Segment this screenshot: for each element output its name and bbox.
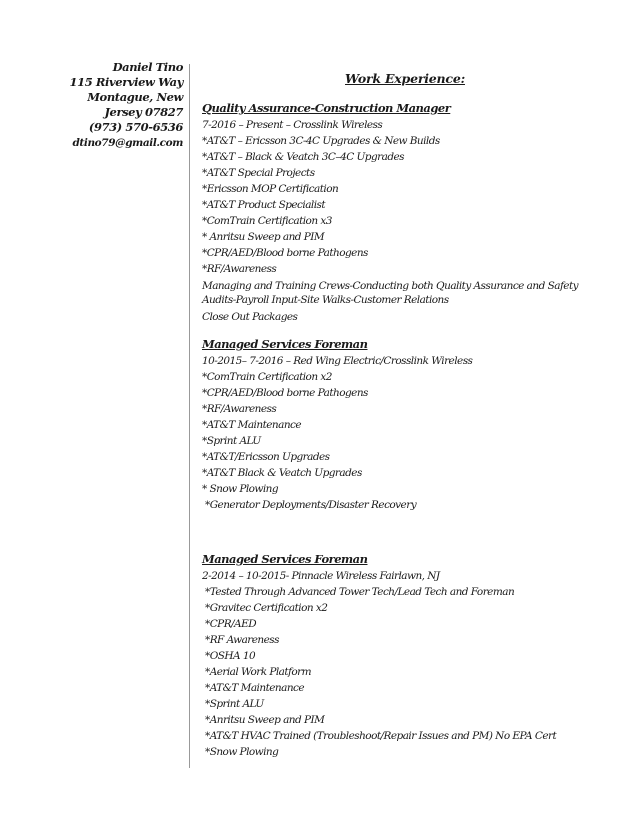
- address-line-3: Jersey 07827: [104, 105, 183, 119]
- job-line: *AT&T Maintenance: [202, 419, 302, 431]
- job-line: * Snow Plowing: [202, 483, 279, 495]
- job-line: *OSHA 10: [205, 650, 256, 662]
- job-line: *Ericsson MOP Certification: [202, 183, 339, 195]
- job-line: *RF/Awareness: [202, 403, 277, 415]
- job-line: *Gravitec Certification x2: [205, 602, 328, 614]
- section-title: Work Experience:: [345, 71, 465, 86]
- job-line: *AT&T Maintenance: [205, 682, 305, 694]
- job-line: 7-2016 – Present – Crosslink Wireless: [202, 119, 383, 131]
- job-line: *Sprint ALU: [202, 435, 261, 447]
- job-line: *AT&T Special Projects: [202, 167, 315, 179]
- job-line: *RF Awareness: [205, 634, 279, 646]
- work-experience-section: [202, 70, 578, 760]
- job-line: *Anritsu Sweep and PIM: [205, 714, 325, 726]
- candidate-name: Daniel Tino: [112, 60, 183, 74]
- job-line: *RF/Awareness: [202, 263, 277, 275]
- job-entry: [202, 550, 578, 760]
- job-entry: [202, 99, 578, 325]
- job-line: 10-2015– 7-2016 – Red Wing Electric/Crosslink Wireless: [202, 355, 473, 367]
- job-line: *AT&T HVAC Trained (Troubleshoot/Repair Issues and PM) No EPA Cert: [205, 730, 557, 742]
- job-line: 2-2014 – 10-2015- Pinnacle Wireless Fairlawn, NJ: [202, 570, 440, 582]
- job-line: *Sprint ALU: [205, 698, 264, 710]
- job-title: Quality Assurance-Construction Manager: [202, 101, 451, 115]
- job-line: *AT&T – Black & Veatch 3C–4C Upgrades: [202, 151, 404, 163]
- job-line: *AT&T Product Specialist: [202, 199, 326, 211]
- job-line: *ComTrain Certification x2: [202, 371, 332, 383]
- address-line-1: 115 Riverview Way: [69, 75, 183, 89]
- job-line: *AT&T/Ericsson Upgrades: [202, 451, 330, 463]
- job-line: *CPR/AED/Blood borne Pathogens: [202, 247, 368, 259]
- phone-number: (973) 570-6536: [88, 120, 183, 134]
- job-line: *ComTrain Certification x3: [202, 215, 332, 227]
- job-description: Managing and Training Crews-Conducting both Quality Assurance and Safety Audits-Payroll Input-Site Walks-Customer Relations: [202, 280, 578, 306]
- email-address: dtino79@gmail.com: [72, 137, 183, 149]
- job-line: *CPR/AED/Blood borne Pathogens: [202, 387, 368, 399]
- job-line: *AT&T Black & Veatch Upgrades: [202, 467, 362, 479]
- job-title: Managed Services Foreman: [202, 337, 368, 351]
- job-line: *Generator Deployments/Disaster Recovery: [205, 499, 417, 511]
- job-line: *Tested Through Advanced Tower Tech/Lead Tech and Foreman: [205, 586, 515, 598]
- job-line: *Snow Plowing: [205, 746, 279, 758]
- job-line: Close Out Packages: [202, 311, 298, 323]
- address-line-2: Montague, New: [87, 90, 183, 104]
- vertical-divider: [189, 64, 190, 768]
- job-line: *Aerial Work Platform: [205, 666, 312, 678]
- contact-block: [0, 60, 183, 151]
- job-entry: [202, 335, 578, 513]
- job-title: Managed Services Foreman: [202, 552, 368, 566]
- job-line: *AT&T – Ericsson 3C-4C Upgrades & New Builds: [202, 135, 440, 147]
- job-line: * Anritsu Sweep and PIM: [202, 231, 325, 243]
- job-line: *CPR/AED: [205, 618, 257, 630]
